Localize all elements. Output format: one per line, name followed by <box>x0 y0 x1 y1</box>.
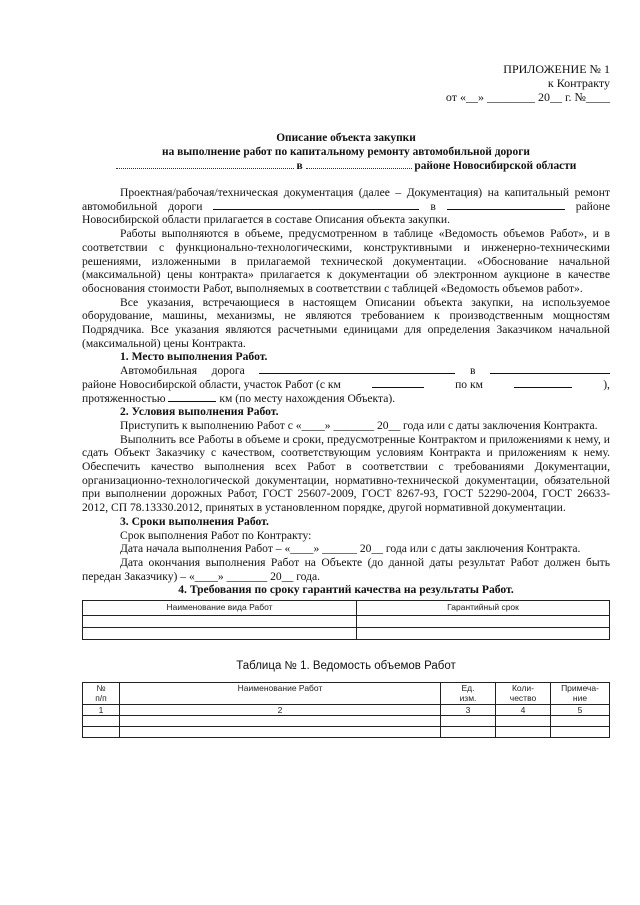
header-number: № п/п <box>83 682 120 704</box>
column-numbering-row <box>83 704 610 715</box>
km-to-blank <box>514 378 572 388</box>
table-cell <box>120 726 441 737</box>
table-cell <box>357 627 610 639</box>
table-row <box>83 715 610 726</box>
header-quantity: Коли- чество <box>496 682 551 704</box>
table-cell <box>551 726 610 737</box>
appendix-contract-ref: к Контракту <box>547 76 610 90</box>
section-2-paragraph-1: Приступить к выполнению Работ с «____» _______ 20__ года или с даты заключения Контракта. <box>120 418 598 432</box>
table-cell <box>120 715 441 726</box>
column-number: 4 <box>496 704 551 715</box>
column-number: 2 <box>120 704 441 715</box>
warranty-header-work-type: Наименование вида Работ <box>83 601 357 616</box>
column-number: 3 <box>441 704 496 715</box>
appendix-date-line: от «__» ________ 20__ г. №____ <box>445 90 610 104</box>
warranty-table-header <box>83 601 610 616</box>
section-3-title: 3. Сроки выполнения Работ. <box>120 514 269 528</box>
section-3-paragraph-1: Срок выполнения Работ по Контракту: <box>120 528 312 542</box>
table-row <box>83 726 610 737</box>
section-2-title: 2. Условия выполнения Работ. <box>120 405 279 419</box>
warranty-table <box>82 600 610 640</box>
title-line-2: на выполнение работ по капитальному ремонту автомобильной дороги <box>162 146 530 158</box>
table-cell <box>83 615 357 627</box>
appendix-block <box>82 62 610 104</box>
section-1-length-line: протяженностью км (по месту нахождения Объекта). <box>82 391 396 405</box>
table-cell <box>441 726 496 737</box>
table-cell <box>83 715 120 726</box>
table-row <box>83 627 610 639</box>
header-note: Примеча- ние <box>551 682 610 704</box>
table-cell <box>357 615 610 627</box>
table-cell <box>551 715 610 726</box>
intro-paragraph-1: Проектная/рабочая/техническая документация (далее – Документация) на капитальный ремонт автомобильной дороги в районе Новосибирской области прилагается в составе Описания объекта закупки. <box>82 186 610 227</box>
section-1-km-line: районе Новосибирской области, участок Работ (с км по км ), <box>82 377 610 391</box>
district-blank <box>447 200 565 210</box>
road-name-blank <box>116 159 294 169</box>
volume-table <box>82 682 610 738</box>
length-blank <box>168 392 216 402</box>
column-number: 1 <box>83 704 120 715</box>
warranty-header-period: Гарантийный срок <box>357 601 610 616</box>
header-work-name: Наименование Работ <box>120 682 441 704</box>
appendix-title: ПРИЛОЖЕНИЕ № 1 <box>503 62 610 76</box>
document-title <box>82 131 610 173</box>
table-cell <box>441 715 496 726</box>
road-blank <box>213 200 419 210</box>
section-3-paragraph-3: Дата окончания выполнения Работ на Объекте (до данной даты результат Работ должен быть передан Заказчику) – «____» _______ 20__ года. <box>82 555 610 583</box>
intro-paragraph-2: Работы выполняются в объеме, предусмотренном в таблице «Ведомость объемов Работ», и в соответствии с функционально-технологическими, конструктивными и инженерно-техническими решениями, изложенными в прилагаемой технической документации. «Обоснование начальной (максимальной) цены контракта» прилагается к документации об электронном аукционе в качестве обоснования стоимости Работ, выполняемых в соответствии с таблицей «Ведомость объемов работ». <box>82 227 610 295</box>
table-cell <box>83 726 120 737</box>
district-location-blank <box>490 364 610 374</box>
section-2-paragraph-2: Выполнить все Работы в объеме и сроки, предусмотренные Контрактом и приложениями к нему, и сдать Объект Заказчику с качеством, соответствующим условиям Контракта и приложениям к нему. Обеспечить качество выполнения всех Работ в соответствии с требованиями Документации, организационно-технологической документации, нормативно-технической документации, обязательной при выполнении дорожных Работ, ГОСТ 25607-2009, ГОСТ 8267-93, ГОСТ 52290-2004, ГОСТ 26633-2012, СП 78.13330.2012, принятых в установленном порядке, другой нормативной документации. <box>82 432 610 515</box>
road-location-blank <box>259 364 455 374</box>
volume-table-header <box>83 682 610 704</box>
table-cell <box>496 726 551 737</box>
title-line-3: в районе Новосибирской области <box>82 159 610 173</box>
column-number: 5 <box>551 704 610 715</box>
intro-paragraph-3: Все указания, встречающиеся в настоящем Описании объекта закупки, на используемое оборудование, машины, механизмы, не являются требованием к производственным мощностям Подрядчика. Все указания являются расчетными единицами для определения Заказчиком начальной (максимальной) цены Контракта. <box>82 295 610 350</box>
header-unit: Ед. изм. <box>441 682 496 704</box>
district-name-blank <box>306 159 412 169</box>
volume-table-title: Таблица № 1. Ведомость объемов Работ <box>236 659 456 672</box>
section-1-road-line: Автомобильная дорога в <box>82 364 610 378</box>
section-3-paragraph-2: Дата начала выполнения Работ – «____» ______ 20__ года или с даты заключения Контракта. <box>120 542 581 556</box>
km-from-blank <box>372 378 424 388</box>
title-line-1: Описание объекта закупки <box>276 132 416 144</box>
table-cell <box>83 627 357 639</box>
section-1-title: 1. Место выполнения Работ. <box>120 350 268 364</box>
section-4-title: 4. Требования по сроку гарантий качества на результаты Работ. <box>178 583 514 597</box>
table-cell <box>496 715 551 726</box>
table-row <box>83 615 610 627</box>
